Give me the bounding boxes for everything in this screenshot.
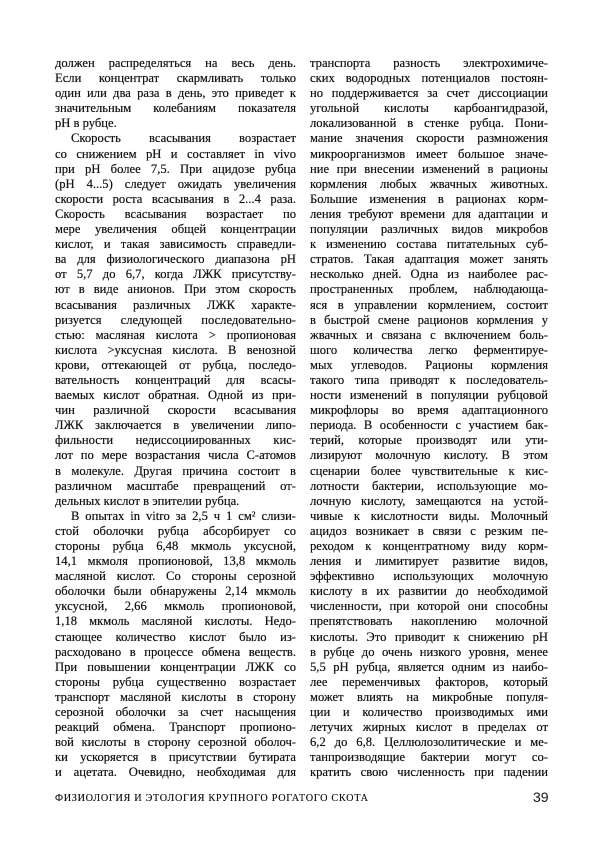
text-line: но поддерживается за счет диссоциации [310, 86, 548, 101]
text-line: кормления любых жвачных животных. [310, 176, 548, 191]
text-line: чивые к кислотности виды. Молочный [310, 508, 548, 523]
text-line: в рубце до очень низкого уровня, менее [310, 644, 548, 659]
text-line: транспорт масляной кислоты в сторону [55, 689, 296, 704]
text-line: реакций обмена. Транспорт пропионо- [55, 720, 296, 735]
text-line: локализованной в стенке рубца. Пони- [310, 116, 548, 131]
text-line: оболочки были обнаружены 2,14 мкмоль [55, 584, 296, 599]
text-line: Большие изменения в рационах корм- [310, 191, 548, 206]
text-line: периода. В особенности с участием бак- [310, 418, 548, 433]
text-line: в молекуле. Другая причина состоит в [55, 463, 296, 478]
text-line: расходовано в процессе обмена веществ. [55, 644, 296, 659]
text-line: ности изменений в популяции рубцовой [310, 388, 548, 403]
text-line: несколько дней. Одна из наиболее рас- [310, 267, 548, 282]
text-line: яся в управлении кормлением, состоит [310, 297, 548, 312]
text-line: лее переменчивых факторов, который [310, 674, 548, 689]
text-line: жвачных и связана с включением боль- [310, 327, 548, 342]
text-line: от 5,7 до 6,7, когда ЛЖК присутству- [55, 267, 296, 282]
text-line: Скорость всасывания возрастает по [55, 206, 296, 221]
text-line: дельных кислот в эпителии рубца. [55, 493, 240, 508]
text-line: ских водородных потенциалов постоян- [310, 71, 548, 86]
text-line: пространенных проблем, наблюдающа- [310, 282, 548, 297]
text-line: терий, которые производят или ути- [310, 433, 548, 448]
text-line: ют в виде анионов. При этом скорость [55, 282, 296, 297]
text-line: ки ускоряется в присутствии бутирата [55, 750, 296, 765]
text-line: ва для физиологического диапазона рН [55, 252, 296, 267]
page-number: 39 [533, 789, 549, 805]
text-line: ЛЖК заключается в увеличении липо- [55, 418, 296, 433]
running-title: ФИЗИОЛОГИЯ И ЭТОЛОГИЯ КРУПНОГО РОГАТОГО СКОТА [55, 793, 369, 804]
text-line: кислоты. Это приводит к снижению рН [310, 629, 548, 644]
text-line: лотности бактерии, использующие мо- [310, 478, 548, 493]
text-line: Скорость всасывания возрастает [71, 131, 296, 146]
right-column [310, 56, 548, 781]
text-line: значительным колебаниям показателя [55, 101, 296, 116]
text-line: крови, оттекающей от рубца, последо- [55, 357, 296, 372]
text-line: численности, при которой они способны [310, 599, 548, 614]
text-line: В опытах in vitro за 2,5 ч 1 см² слизи- [71, 508, 296, 523]
text-line: кратить свою численность при падении [310, 765, 548, 780]
text-line: рН в рубце. [55, 116, 117, 131]
text-line: сценарии более чувствительные к кис- [310, 463, 548, 478]
text-line: и ацетата. Очевидно, необходимая для [55, 765, 296, 780]
text-line: реходом к концентратному виду корм- [310, 539, 548, 553]
text-line: популяции различных видов микробов [310, 222, 548, 237]
text-line: стороны рубца существенно возрастает [55, 674, 296, 689]
text-line: 5,5 рН рубца, является одним из наибо- [310, 659, 548, 674]
text-line: ления и лимитирует развитие видов, [310, 554, 548, 569]
paragraph [55, 56, 296, 131]
text-line: может влиять на микробные популя- [310, 689, 548, 704]
text-line: в быстрой смене рационов кормления у [310, 312, 548, 327]
text-line: танпроизводящие бактерии могут со- [310, 750, 548, 765]
text-line: микроорганизмов имеет большое значе- [310, 146, 548, 161]
text-line: должен распределяться на весь день. [55, 56, 296, 70]
text-line: ацидоз возникает в связи с резким пе- [310, 523, 548, 538]
text-line: кислота >уксусная кислота. В венозной [55, 342, 296, 357]
text-line: серозной оболочки за счет насыщения [55, 705, 296, 720]
text-line: вательность концентраций для всасы- [55, 372, 296, 387]
text-line: транспорта разность электрохимиче- [310, 56, 548, 70]
text-line: всасывания различных ЛЖК характе- [55, 297, 296, 312]
text-line: стороны рубца 6,48 мкмоль уксусной, [55, 539, 296, 553]
text-line: уксусной, 2,66 мкмоль пропионовой, [55, 599, 296, 614]
paragraph [55, 509, 296, 781]
text-line: 1,18 мкмоль масляной кислоты. Недо- [55, 614, 296, 629]
text-line: лот по мере возрастания числа С-атомов [55, 448, 296, 463]
text-line: фильности недиссоциированных кис- [55, 433, 296, 448]
text-line: мание значения скорости размножения [310, 131, 548, 146]
text-line: 14,1 мкмоля пропионовой, 13,8 мкмоль [55, 554, 296, 569]
text-line: препятствовать накоплению молочной [310, 614, 548, 629]
text-line: ние при внесении изменений в рационы [310, 161, 548, 176]
text-line: (рН 4...5) следует ожидать увеличения [55, 176, 296, 191]
text-line: лочную кислоту, замещаются на устой- [310, 493, 548, 508]
text-line: ления требуют времени для адаптации и [310, 206, 548, 221]
text-line: Если концентрат скармливать только [55, 71, 296, 86]
text-line: шого количества легко ферментируе- [310, 342, 548, 357]
text-line: стратов. Такая адаптация может занять [310, 252, 548, 267]
text-line: кислот, и такая зависимость справедли- [55, 237, 296, 252]
text-line: 6,2 до 6,8. Целлюлозолитические и ме- [310, 735, 548, 750]
text-line: При повышении концентрации ЛЖК со [55, 659, 296, 674]
text-line: ризуется следующей последовательно- [55, 312, 296, 327]
text-line: со снижением рН и составляет in vivo [55, 146, 296, 161]
text-line: лизируют молочную кислоту. В этом [310, 448, 548, 463]
text-line: при рН более 7,5. При ацидозе рубца [55, 161, 296, 176]
text-line: скорости роста всасывания в 2...4 раза. [55, 191, 296, 206]
text-line: мых углеводов. Рационы кормления [310, 357, 548, 372]
text-line: ции и количество производимых ими [310, 705, 548, 720]
text-line: один или два раза в день, это приведет к [55, 86, 296, 101]
text-line: угольной кислоты карбоангидразой, [310, 101, 548, 116]
text-line: стой оболочки рубца абсорбирует со [55, 523, 296, 538]
text-line: вой кислоты в сторону серозной оболоч- [55, 735, 296, 750]
text-line: мере увеличения общей концентрации [55, 222, 296, 237]
text-line: стающее количество кислот было из- [55, 629, 296, 644]
text-line: ваемых кислот обратная. Одной из при- [55, 388, 296, 403]
text-line: микрофлоры во время адаптационного [310, 403, 548, 418]
text-line: различном масштабе превращений от- [55, 478, 296, 493]
text-line: летучих жирных кислот в пределах от [310, 720, 548, 735]
text-line: эффективно использующих молочную [310, 569, 548, 584]
text-line: такого типа приводят к последователь- [310, 372, 548, 387]
text-line: кислоту в их развитии до необходимой [310, 584, 548, 599]
text-line: к изменению состава питательных суб- [310, 237, 548, 252]
paragraph [310, 56, 548, 781]
text-line: чин различной скорости всасывания [55, 403, 296, 418]
paragraph [55, 131, 296, 508]
text-line: стью: масляная кислота > пропионовая [55, 327, 296, 342]
text-line: масляной кислот. Со стороны серозной [55, 569, 296, 584]
left-column [55, 56, 296, 781]
